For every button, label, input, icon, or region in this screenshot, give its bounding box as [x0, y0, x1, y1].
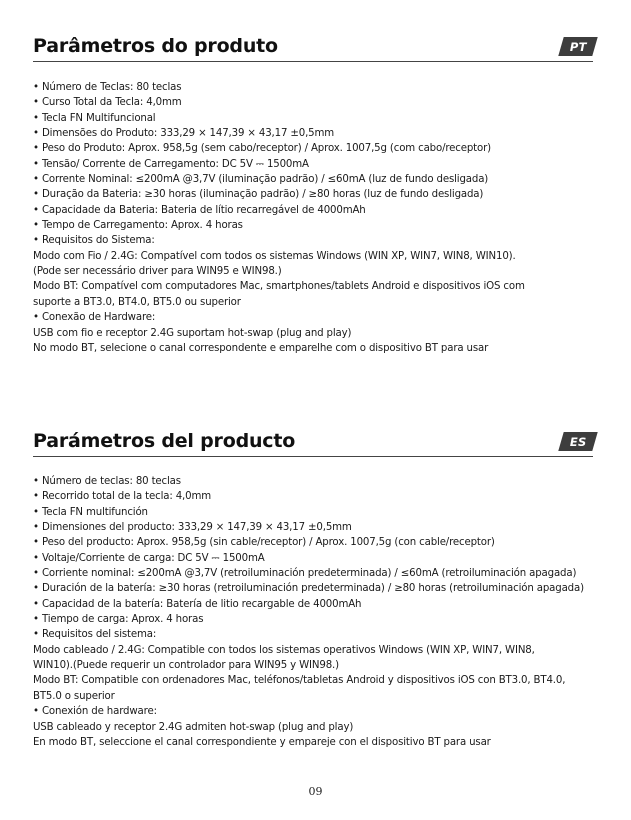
spec-list-pt — [33, 80, 631, 356]
title-divider-pt — [33, 61, 593, 62]
section-es — [33, 429, 593, 748]
spec-line: • Peso del producto: Aprox. 958,5g (sin cable/receptor) / Aprox. 1007,5g (con cable/receptor) — [33, 537, 495, 549]
spec-line: suporte a BT3.0, BT4.0, BT5.0 ou superior — [33, 296, 241, 308]
spec-line: Modo com Fio / 2.4G: Compatível com todos os sistemas Windows (WIN XP, WIN7, WIN8, WIN10). — [33, 250, 516, 262]
section-header-pt — [33, 34, 593, 58]
language-badge-pt — [558, 37, 597, 56]
spec-line: • Capacidade da Bateria: Bateria de lítio recarregável de 4000mAh — [33, 204, 366, 216]
spec-line: En modo BT, seleccione el canal correspondiente y empareje con el dispositivo BT para usar — [33, 736, 491, 748]
spec-line: Modo BT: Compatible con ordenadores Mac, teléfonos/tabletas Android y dispositivos iOS con BT3.0, BT4.0, — [33, 675, 566, 687]
section-title-es: Parámetros del producto — [33, 430, 296, 452]
spec-list-es — [33, 474, 631, 750]
spec-line: • Tecla FN multifunción — [33, 506, 148, 518]
language-badge-es-label: ES — [569, 434, 587, 449]
section-header-es — [33, 429, 593, 453]
spec-line: Modo BT: Compatível com computadores Mac, smartphones/tablets Android e dispositivos iOS com — [33, 281, 525, 293]
spec-line: • Curso Total da Tecla: 4,0mm — [33, 97, 182, 109]
spec-line: • Conexão de Hardware: — [33, 312, 156, 324]
spec-line: • Tecla FN Multifuncional — [33, 112, 156, 124]
section-pt — [33, 34, 593, 354]
spec-line: BT5.0 o superior — [33, 690, 115, 702]
spec-line: • Tiempo de carga: Aprox. 4 horas — [33, 614, 204, 626]
spec-line: • Conexión de hardware: — [33, 706, 157, 718]
spec-line: • Corrente Nominal: ≤200mA @3,7V (iluminação padrão) / ≤60mA (luz de fundo desligada) — [33, 174, 489, 186]
spec-line: • Tempo de Carregamento: Aprox. 4 horas — [33, 220, 243, 232]
spec-line: Modo cableado / 2.4G: Compatible con todos los sistemas operativos Windows (WIN XP, WIN7, WIN8, — [33, 644, 535, 656]
spec-line: • Número de Teclas: 80 teclas — [33, 82, 182, 93]
spec-line: • Requisitos do Sistema: — [33, 235, 155, 247]
spec-line: • Dimensões do Produto: 333,29 × 147,39 × 43,17 ±0,5mm — [33, 128, 335, 140]
spec-line: WIN10).(Puede requerir un controlador para WIN95 y WIN98.) — [33, 660, 339, 672]
section-title-pt: Parâmetros do produto — [33, 35, 278, 57]
spec-line: • Número de teclas: 80 teclas — [33, 476, 181, 487]
spec-line: • Corriente nominal: ≤200mA @3,7V (retroiluminación predeterminada) / ≤60mA (retroiluminación apagada) — [33, 568, 577, 580]
language-badge-es — [558, 432, 597, 451]
spec-line: USB cableado y receptor 2.4G admiten hot-swap (plug and play) — [33, 721, 354, 733]
spec-line: • Duração da Bateria: ≥30 horas (iluminação padrão) / ≥80 horas (luz de fundo desligada) — [33, 189, 484, 201]
spec-line: (Pode ser necessário driver para WIN95 e WIN98.) — [33, 266, 282, 278]
spec-line: • Duración de la batería: ≥30 horas (retroiluminación predeterminada) / ≥80 horas (retroiluminación apagada) — [33, 583, 584, 595]
spec-line: • Requisitos del sistema: — [33, 629, 157, 641]
spec-line: USB com fio e receptor 2.4G suportam hot-swap (plug and play) — [33, 327, 352, 339]
spec-line: • Recorrido total de la tecla: 4,0mm — [33, 491, 212, 503]
page-number: 09 — [308, 785, 323, 798]
spec-line: • Tensão/ Corrente de Carregamento: DC 5V ⎓ 1500mA — [33, 158, 309, 170]
spec-line: • Capacidad de la batería: Batería de litio recargable de 4000mAh — [33, 598, 362, 610]
language-badge-pt-label: PT — [569, 39, 587, 54]
spec-line: No modo BT, selecione o canal correspondente e emparelhe com o dispositivo BT para usar — [33, 342, 489, 354]
spec-line: • Dimensiones del producto: 333,29 × 147,39 × 43,17 ±0,5mm — [33, 522, 352, 534]
spec-line: • Peso do Produto: Aprox. 958,5g (sem cabo/receptor) / Aprox. 1007,5g (com cabo/receptor) — [33, 143, 491, 155]
title-divider-es — [33, 456, 593, 457]
spec-line: • Voltaje/Corriente de carga: DC 5V ⎓ 1500mA — [33, 552, 265, 564]
